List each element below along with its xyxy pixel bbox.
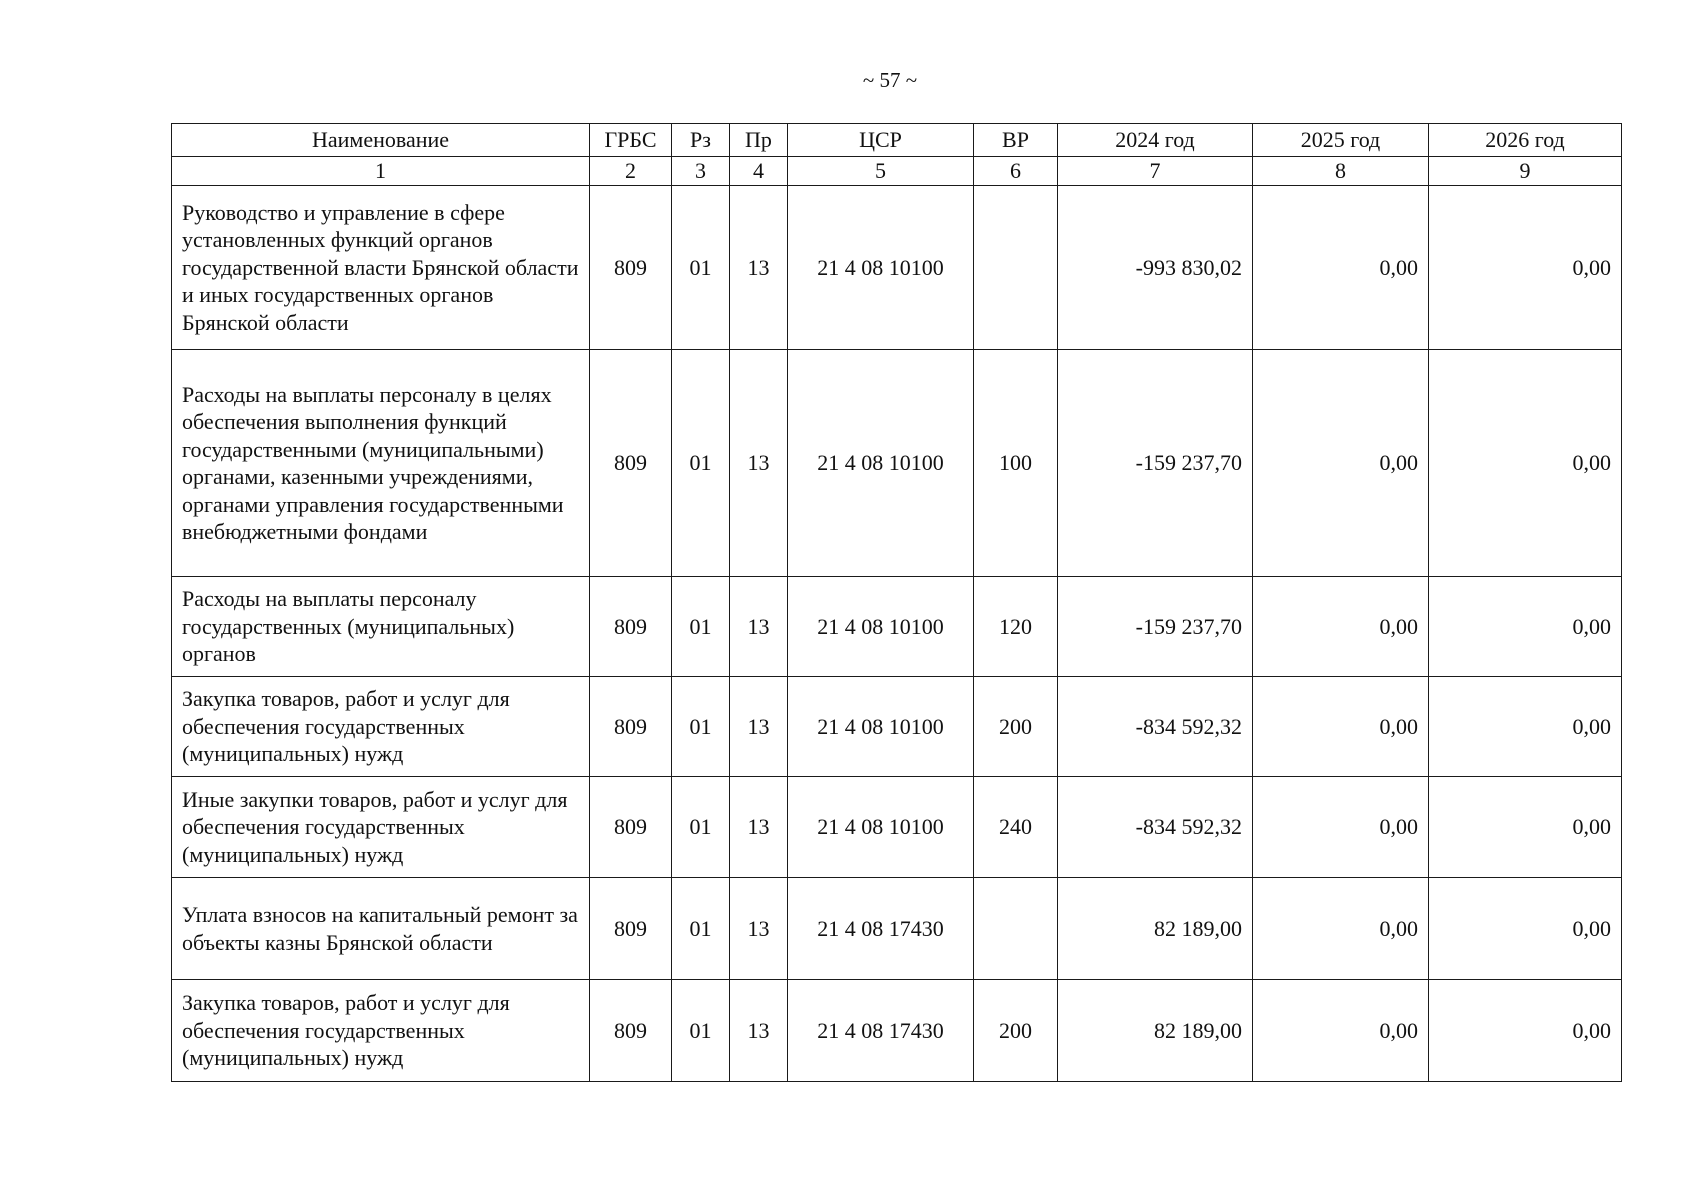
row-grbs: 809 (590, 186, 672, 350)
column-number: 3 (672, 157, 730, 186)
row-2026: 0,00 (1429, 677, 1622, 777)
row-csr: 21 4 08 10100 (788, 186, 974, 350)
table-row (172, 980, 1622, 1082)
row-2025: 0,00 (1253, 577, 1429, 677)
row-rz: 01 (672, 980, 730, 1082)
row-vr: 120 (974, 577, 1058, 677)
table-header (172, 124, 1622, 186)
row-2025: 0,00 (1253, 980, 1429, 1082)
row-rz: 01 (672, 878, 730, 980)
row-name: Расходы на выплаты персоналу государственных (муниципальных) органов (172, 577, 590, 677)
row-name: Закупка товаров, работ и услуг для обеспечения государственных (муниципальных) нужд (172, 677, 590, 777)
row-csr: 21 4 08 10100 (788, 677, 974, 777)
row-rz: 01 (672, 350, 730, 577)
row-csr: 21 4 08 17430 (788, 878, 974, 980)
row-rz: 01 (672, 777, 730, 878)
row-name: Руководство и управление в сфере установленных функций органов государственной власти Брянской области и иных государственных органов Брянской области (172, 186, 590, 350)
row-2025: 0,00 (1253, 677, 1429, 777)
row-grbs: 809 (590, 980, 672, 1082)
row-2026: 0,00 (1429, 878, 1622, 980)
table-row (172, 677, 1622, 777)
row-rz: 01 (672, 677, 730, 777)
row-2026: 0,00 (1429, 186, 1622, 350)
row-grbs: 809 (590, 677, 672, 777)
row-vr (974, 878, 1058, 980)
column-number: 7 (1058, 157, 1253, 186)
column-number: 1 (172, 157, 590, 186)
table-row (172, 777, 1622, 878)
row-rz: 01 (672, 577, 730, 677)
header-rz: Рз (672, 124, 730, 157)
row-pr: 13 (730, 350, 788, 577)
row-vr: 100 (974, 350, 1058, 577)
table-row (172, 186, 1622, 350)
row-2025: 0,00 (1253, 878, 1429, 980)
column-number: 6 (974, 157, 1058, 186)
row-grbs: 809 (590, 350, 672, 577)
header-2024: 2024 год (1058, 124, 1253, 157)
row-2025: 0,00 (1253, 350, 1429, 577)
column-number: 8 (1253, 157, 1429, 186)
row-2024: 82 189,00 (1058, 980, 1253, 1082)
header-row (172, 124, 1622, 157)
table-row (172, 577, 1622, 677)
row-pr: 13 (730, 777, 788, 878)
row-csr: 21 4 08 10100 (788, 777, 974, 878)
row-name: Иные закупки товаров, работ и услуг для обеспечения государственных (муниципальных) нужд (172, 777, 590, 878)
row-grbs: 809 (590, 577, 672, 677)
row-2026: 0,00 (1429, 980, 1622, 1082)
row-csr: 21 4 08 10100 (788, 577, 974, 677)
row-2024: -834 592,32 (1058, 677, 1253, 777)
header-2026: 2026 год (1429, 124, 1622, 157)
table-body (172, 186, 1622, 1082)
header-csr: ЦСР (788, 124, 974, 157)
column-number: 4 (730, 157, 788, 186)
row-csr: 21 4 08 10100 (788, 350, 974, 577)
row-vr: 240 (974, 777, 1058, 878)
header-vr: ВР (974, 124, 1058, 157)
row-2026: 0,00 (1429, 777, 1622, 878)
row-2024: -993 830,02 (1058, 186, 1253, 350)
header-pr: Пр (730, 124, 788, 157)
row-grbs: 809 (590, 777, 672, 878)
row-pr: 13 (730, 677, 788, 777)
header-2025: 2025 год (1253, 124, 1429, 157)
row-pr: 13 (730, 577, 788, 677)
row-name: Закупка товаров, работ и услуг для обеспечения государственных (муниципальных) нужд (172, 980, 590, 1082)
row-2026: 0,00 (1429, 577, 1622, 677)
column-number: 2 (590, 157, 672, 186)
column-number: 5 (788, 157, 974, 186)
row-2024: 82 189,00 (1058, 878, 1253, 980)
budget-table (171, 123, 1622, 1082)
row-2025: 0,00 (1253, 777, 1429, 878)
row-pr: 13 (730, 980, 788, 1082)
row-grbs: 809 (590, 878, 672, 980)
column-number-row (172, 157, 1622, 186)
row-2025: 0,00 (1253, 186, 1429, 350)
row-2024: -834 592,32 (1058, 777, 1253, 878)
row-pr: 13 (730, 878, 788, 980)
page-number: ~ 57 ~ (862, 68, 918, 92)
row-csr: 21 4 08 17430 (788, 980, 974, 1082)
row-vr: 200 (974, 677, 1058, 777)
row-vr (974, 186, 1058, 350)
table-row (172, 350, 1622, 577)
row-pr: 13 (730, 186, 788, 350)
row-vr: 200 (974, 980, 1058, 1082)
header-name: Наименование (172, 124, 590, 157)
header-grbs: ГРБС (590, 124, 672, 157)
row-rz: 01 (672, 186, 730, 350)
row-2024: -159 237,70 (1058, 350, 1253, 577)
row-name: Расходы на выплаты персоналу в целях обеспечения выполнения функций государственными (муниципальными) органами, казенными учреждениями, органами управления государственными внебюджетными фондами (172, 350, 590, 577)
column-number: 9 (1429, 157, 1622, 186)
table-row (172, 878, 1622, 980)
row-name: Уплата взносов на капитальный ремонт за объекты казны Брянской области (172, 878, 590, 980)
row-2024: -159 237,70 (1058, 577, 1253, 677)
row-2026: 0,00 (1429, 350, 1622, 577)
